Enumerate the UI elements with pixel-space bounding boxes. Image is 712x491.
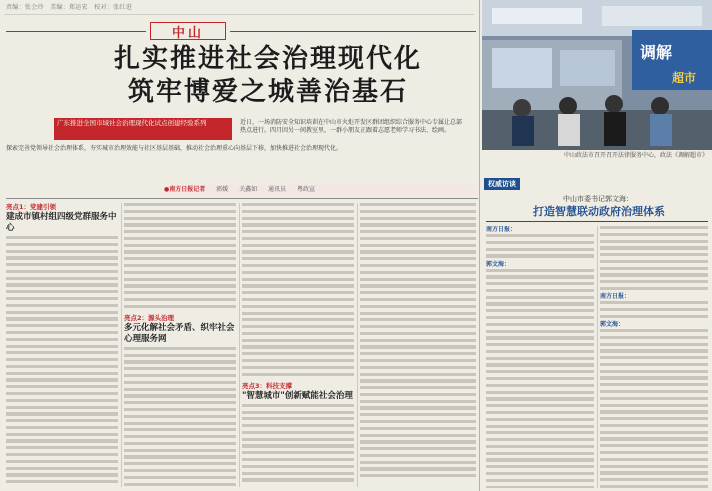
- byline-bar: [164, 185, 476, 195]
- body-text: [242, 203, 354, 376]
- page-split-rule: [479, 0, 480, 491]
- highlight-title: 建成市镇村组四级党群服务中心: [6, 212, 117, 233]
- interview-column-2: [600, 226, 708, 488]
- photo-sign-text: 调解: [640, 43, 673, 62]
- body-text: [600, 226, 708, 290]
- article-column-3: [242, 203, 354, 487]
- body-text: [486, 269, 594, 488]
- highlight-label: 亮点3：科技支撑: [242, 381, 293, 390]
- headline-line-2: 筑牢博爱之城善治基石: [127, 77, 408, 107]
- section-rule-right: [230, 31, 476, 32]
- body-text: [600, 301, 708, 318]
- photo-caption: 中山政法市召开召开法律服务中心，政法《调解超市》: [482, 150, 712, 174]
- photo-illustration: [482, 0, 712, 150]
- article-column-2: [124, 203, 236, 487]
- column-rule: [357, 203, 358, 487]
- body-text: [242, 404, 354, 482]
- column-rule: [121, 203, 122, 487]
- headline-line-1: 扎实推进社会治理现代化: [113, 44, 422, 74]
- interview-column-1: [486, 226, 594, 488]
- lead-paragraph: 近日，一场消防安全知识培训在中山市火炬开发区群团组织综合服务中心专属让总部热点进行。四月因另一间教室里，一群小朋友正跟着志愿老师学习书法、绘画。: [240, 119, 463, 134]
- body-text: [124, 203, 236, 308]
- byline-correspondent-label: 通讯员: [268, 186, 287, 193]
- byline-reporter-label: ●南方日报记者: [164, 186, 206, 193]
- highlight-title: 多元化解社会矛盾、织牢社会心理服务网: [124, 322, 235, 344]
- series-banner: 广东推进全国市域社会治理现代化试点创建经验系列: [54, 118, 232, 140]
- section-box: [150, 22, 226, 40]
- interview-section-label: 权威访谈: [484, 178, 520, 190]
- interview-rule: [486, 221, 708, 222]
- body-text: [600, 329, 708, 488]
- masthead-strip: [4, 12, 474, 18]
- byline-name: 关鑫如: [239, 186, 258, 193]
- headline-divider: [6, 198, 478, 199]
- page-credits: 责编：张会玲 美编：郑运宏 校对：张红进: [6, 4, 133, 11]
- news-photo: [482, 0, 712, 150]
- column-rule: [239, 203, 240, 487]
- byline-name: 粤政宣: [296, 186, 315, 193]
- photo-sign-text: 超市: [672, 71, 697, 85]
- answer-label: 郭文海：: [486, 260, 511, 268]
- answer-label: 郭文海：: [600, 320, 625, 328]
- interview-title: 打造智慧联动政府治理体系: [533, 205, 665, 218]
- interview-kicker: 中山市委书记郭文海：: [563, 195, 633, 203]
- question-label: 南方日报：: [486, 226, 517, 233]
- body-text: [6, 236, 118, 487]
- highlight-title: "智慧城市"创新赋能社会治理: [242, 390, 353, 401]
- column-rule: [597, 226, 598, 488]
- lead-body: 探索完善党领导社会治理体系，夯实城市治理效能与社区基层基础，推动社会治理重心向基层下移，加快推进社会治理现代化。: [6, 145, 343, 152]
- section-rule-left: [6, 31, 146, 32]
- article-column-1: [6, 203, 118, 487]
- body-text: [486, 234, 594, 258]
- section-tag: 中山: [171, 25, 204, 41]
- body-text: [124, 347, 236, 486]
- article-column-4: [360, 203, 476, 487]
- highlight-label: 亮点1：党建引领: [6, 203, 57, 211]
- body-text: [360, 203, 476, 477]
- highlight-label: 亮点2：源头治理: [124, 313, 175, 322]
- question-label: 南方日报：: [600, 293, 631, 301]
- byline-name: 郭媛: [216, 186, 229, 193]
